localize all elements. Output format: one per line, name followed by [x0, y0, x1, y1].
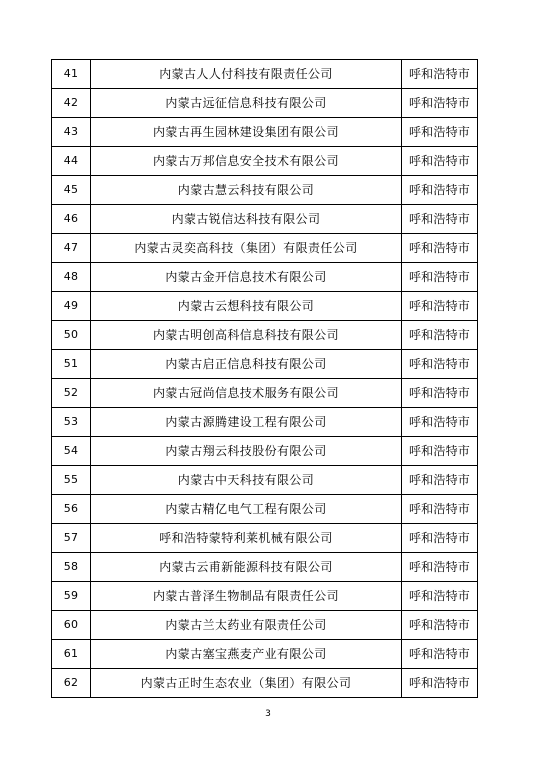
row-number: 45 — [52, 176, 91, 205]
table-row — [52, 466, 478, 495]
row-number: 56 — [52, 495, 91, 524]
company-name: 内蒙古塞宝燕麦产业有限公司 — [91, 640, 402, 669]
city-name: 呼和浩特市 — [402, 321, 478, 350]
table-row — [52, 553, 478, 582]
company-list-table — [51, 59, 478, 698]
city-name: 呼和浩特市 — [402, 176, 478, 205]
row-number: 60 — [52, 611, 91, 640]
row-number: 62 — [52, 669, 91, 698]
company-name: 内蒙古万邦信息安全技术有限公司 — [91, 147, 402, 176]
company-name: 内蒙古明创高科信息科技有限公司 — [91, 321, 402, 350]
row-number: 46 — [52, 205, 91, 234]
table-row — [52, 524, 478, 553]
table-row — [52, 437, 478, 466]
table-row — [52, 350, 478, 379]
company-name: 内蒙古普泽生物制品有限责任公司 — [91, 582, 402, 611]
row-number: 53 — [52, 408, 91, 437]
table-row — [52, 582, 478, 611]
city-name: 呼和浩特市 — [402, 234, 478, 263]
city-name: 呼和浩特市 — [402, 205, 478, 234]
row-number: 49 — [52, 292, 91, 321]
city-name: 呼和浩特市 — [402, 640, 478, 669]
row-number: 54 — [52, 437, 91, 466]
city-name: 呼和浩特市 — [402, 495, 478, 524]
row-number: 47 — [52, 234, 91, 263]
city-name: 呼和浩特市 — [402, 582, 478, 611]
city-name: 呼和浩特市 — [402, 379, 478, 408]
city-name: 呼和浩特市 — [402, 292, 478, 321]
page-number: 3 — [265, 709, 271, 719]
city-name: 呼和浩特市 — [402, 60, 478, 89]
company-name: 内蒙古翔云科技股份有限公司 — [91, 437, 402, 466]
row-number: 42 — [52, 89, 91, 118]
company-name: 内蒙古金开信息技术有限公司 — [91, 263, 402, 292]
table-row — [52, 669, 478, 698]
company-name: 内蒙古再生园林建设集团有限公司 — [91, 118, 402, 147]
company-name: 内蒙古锐信达科技有限公司 — [91, 205, 402, 234]
table-row — [52, 205, 478, 234]
company-name: 呼和浩特蒙特利莱机械有限公司 — [91, 524, 402, 553]
city-name: 呼和浩特市 — [402, 466, 478, 495]
table-row — [52, 176, 478, 205]
table-row — [52, 611, 478, 640]
table-row — [52, 379, 478, 408]
company-name: 内蒙古灵奕高科技（集团）有限责任公司 — [91, 234, 402, 263]
row-number: 58 — [52, 553, 91, 582]
row-number: 43 — [52, 118, 91, 147]
company-name: 内蒙古启正信息科技有限公司 — [91, 350, 402, 379]
company-name: 内蒙古人人付科技有限责任公司 — [91, 60, 402, 89]
row-number: 48 — [52, 263, 91, 292]
row-number: 50 — [52, 321, 91, 350]
row-number: 59 — [52, 582, 91, 611]
row-number: 52 — [52, 379, 91, 408]
company-name: 内蒙古冠尚信息技术服务有限公司 — [91, 379, 402, 408]
city-name: 呼和浩特市 — [402, 408, 478, 437]
city-name: 呼和浩特市 — [402, 350, 478, 379]
table-row — [52, 89, 478, 118]
table-row — [52, 60, 478, 89]
company-name: 内蒙古兰太药业有限责任公司 — [91, 611, 402, 640]
company-list-table-container — [51, 59, 477, 698]
row-number: 51 — [52, 350, 91, 379]
city-name: 呼和浩特市 — [402, 553, 478, 582]
table-row — [52, 292, 478, 321]
city-name: 呼和浩特市 — [402, 611, 478, 640]
city-name: 呼和浩特市 — [402, 437, 478, 466]
table-row — [52, 495, 478, 524]
company-name: 内蒙古源腾建设工程有限公司 — [91, 408, 402, 437]
city-name: 呼和浩特市 — [402, 263, 478, 292]
table-row — [52, 408, 478, 437]
table-row — [52, 321, 478, 350]
company-name: 内蒙古正时生态农业（集团）有限公司 — [91, 669, 402, 698]
city-name: 呼和浩特市 — [402, 524, 478, 553]
table-row — [52, 147, 478, 176]
company-list-body — [52, 60, 478, 698]
table-row — [52, 118, 478, 147]
company-name: 内蒙古精亿电气工程有限公司 — [91, 495, 402, 524]
company-name: 内蒙古云甫新能源科技有限公司 — [91, 553, 402, 582]
company-name: 内蒙古远征信息科技有限公司 — [91, 89, 402, 118]
city-name: 呼和浩特市 — [402, 147, 478, 176]
table-row — [52, 640, 478, 669]
city-name: 呼和浩特市 — [402, 669, 478, 698]
row-number: 55 — [52, 466, 91, 495]
table-row — [52, 234, 478, 263]
company-name: 内蒙古云想科技有限公司 — [91, 292, 402, 321]
row-number: 61 — [52, 640, 91, 669]
city-name: 呼和浩特市 — [402, 118, 478, 147]
city-name: 呼和浩特市 — [402, 89, 478, 118]
row-number: 44 — [52, 147, 91, 176]
company-name: 内蒙古中天科技有限公司 — [91, 466, 402, 495]
row-number: 57 — [52, 524, 91, 553]
table-row — [52, 263, 478, 292]
company-name: 内蒙古慧云科技有限公司 — [91, 176, 402, 205]
row-number: 41 — [52, 60, 91, 89]
